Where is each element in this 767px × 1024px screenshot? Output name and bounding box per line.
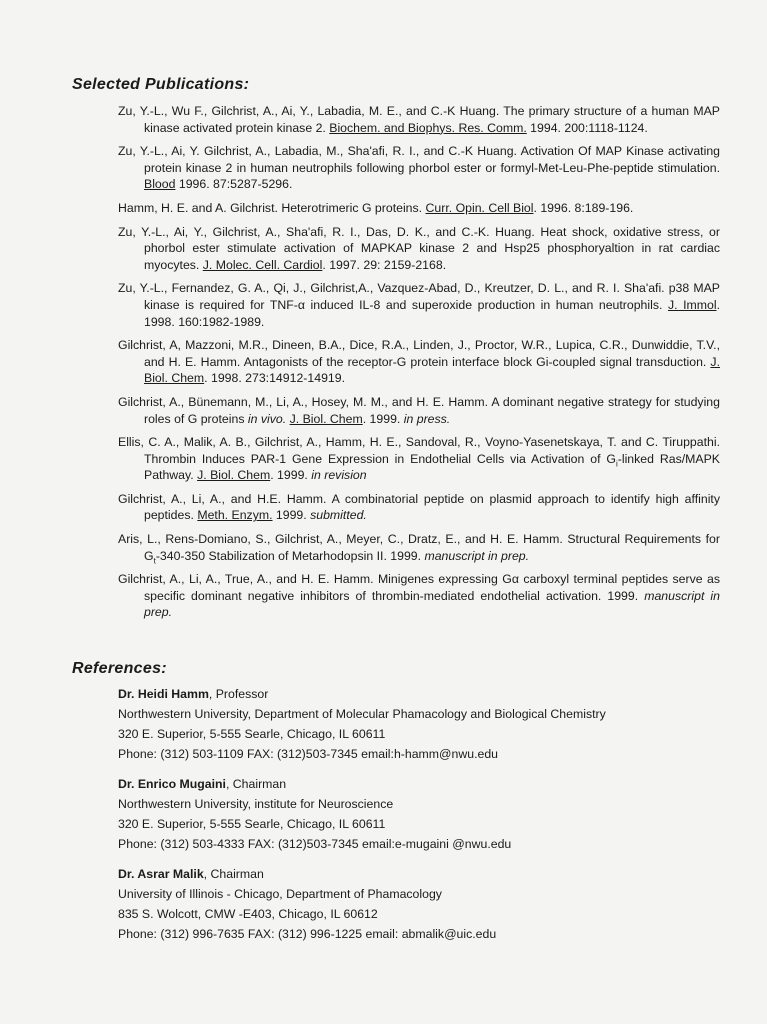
publication-item	[118, 394, 720, 427]
citation-text: Aris, L., Rens-Domiano, S., Gilchrist, A., Meyer, C., Dratz, E., and H. E. Hamm. Structural Requirements for G	[118, 532, 720, 563]
publications-heading: Selected Publications:	[72, 76, 250, 93]
citation-text: -linked Ras/MAPK Pathway.	[144, 451, 720, 483]
reference-address: 320 E. Superior, 5-555 Searle, Chicago, IL 60611	[118, 727, 386, 741]
citation-text: 1999.	[272, 508, 311, 523]
reference-entry	[118, 774, 678, 854]
citation-text: Zu, Y.-L., Ai, Y. Gilchrist, A., Labadia, M., Sha'afi, R. I., and C.-K Huang. Activation Of MAP Kinase activating protein kinase 2 in human neutrophils following phorbol ester or formyl-Met-Leu-Phe-peptide stimulation.	[118, 144, 720, 175]
publication-item	[118, 103, 720, 136]
reference-address: 835 S. Wolcott, CMW -E403, Chicago, IL 60612	[118, 907, 378, 921]
citation-text: . 1996. 8:189-196.	[533, 200, 634, 215]
journal-name: J. Biol. Chem	[144, 354, 720, 386]
publication-status: manuscript in prep.	[424, 548, 530, 563]
journal-name: Curr. Opin. Cell Biol	[425, 200, 534, 215]
reference-organization: Northwestern University, institute for Neuroscience	[118, 797, 394, 811]
publication-status: in revision	[311, 468, 367, 483]
citation-text: i	[615, 459, 618, 469]
reference-organization: Northwestern University, Department of Molecular Phamacology and Biological Chemistry	[118, 707, 606, 721]
citation-text: . 1999.	[270, 468, 312, 483]
citation-text: . 1997. 29: 2159-2168.	[322, 257, 447, 272]
citation-text: t	[153, 556, 156, 566]
reference-title: , Professor	[208, 687, 269, 701]
citation-text: Gilchrist, A., Li, A., True, A., and H. E. Hamm. Minigenes expressing Gα carboxyl terminal peptides serve as specific dominant negative inhibitors of thrombin-mediated endothelial activation. 1999.	[118, 572, 720, 603]
publication-item	[118, 337, 720, 387]
reference-title: , Chairman	[203, 867, 264, 881]
journal-name: J. Immol	[667, 297, 717, 312]
citation-text: -340-350 Stabilization of Metarhodopsin II. 1999.	[155, 548, 425, 563]
citation-text: Zu, Y.-L., Fernandez, G. A., Qi, J., Gilchrist,A., Vazquez-Abad, D., Kreutzer, D. L., and R. I. Sha'afi. p38 MAP kinase is required for TNF-α induced IL-8 and superoxide production in human neutrophils.	[118, 281, 720, 312]
publication-list	[118, 103, 720, 628]
reference-name: Dr. Heidi Hamm	[118, 687, 209, 701]
publication-item	[118, 491, 720, 524]
citation-text: Zu, Y.-L., Ai, Y., Gilchrist, A., Sha'afi, R. I., Das, D. K., and C.-K. Huang. Heat shock, oxidative stress, or phorbol ester stimulate activation of MAPKAP kinase 2 and Hsp25 phosphoryaltion in rat cardiac myocytes.	[118, 224, 720, 272]
reference-contact: Phone: (312) 503-4333 FAX: (312)503-7345 email:e-mugaini @nwu.edu	[118, 837, 512, 851]
citation-text: 1994. 200:1118-1124.	[526, 120, 648, 135]
reference-name-line	[118, 774, 678, 794]
reference-contact: Phone: (312) 996-7635 FAX: (312) 996-1225 email: abmalik@uic.edu	[118, 927, 497, 941]
journal-name: Meth. Enzym.	[197, 508, 273, 523]
reference-contact: Phone: (312) 503-1109 FAX: (312)503-7345 email:h-hamm@nwu.edu	[118, 747, 499, 761]
publication-item	[118, 571, 720, 621]
reference-name: Dr. Asrar Malik	[118, 867, 204, 881]
publication-status: submitted.	[310, 508, 367, 523]
citation-text: Zu, Y.-L., Wu F., Gilchrist, A., Ai, Y., Labadia, M. E., and C.-K Huang. The primary structure of a human MAP kinase activated protein kinase 2.	[118, 104, 720, 135]
publication-item	[118, 224, 720, 274]
journal-name: J. Biol. Chem	[197, 468, 271, 483]
journal-name: J. Biol. Chem	[289, 411, 363, 426]
citation-text: . 1998. 273:14912-14919.	[204, 371, 345, 386]
citation-text: Gilchrist, A., Bünemann, M., Li, A., Hosey, M. M., and H. E. Hamm. A dominant negative strategy for studying roles of G proteins	[118, 394, 720, 426]
reference-organization: University of Illinois - Chicago, Department of Phamacology	[118, 887, 442, 901]
journal-name: Biochem. and Biophys. Res. Comm.	[329, 120, 527, 135]
citation-text: 1996. 87:5287-5296.	[175, 177, 293, 192]
reference-title: , Chairman	[225, 777, 287, 791]
publication-item	[118, 143, 720, 193]
publication-item	[118, 200, 720, 217]
reference-entry	[118, 864, 678, 944]
reference-address: 320 E. Superior, 5-555 Searle, Chicago, IL 60611	[118, 817, 386, 831]
reference-name-line	[118, 864, 678, 884]
journal-name: Blood	[144, 177, 176, 192]
reference-entry	[118, 684, 678, 764]
citation-text: Ellis, C. A., Malik, A. B., Gilchrist, A., Hamm, H. E., Sandoval, R., Voyno-Yasenetskaya, T. and C. Tiruppathi. Thrombin Induces PAR-1 Gene Expression in Endothelial Cells via Activation of G	[118, 435, 720, 466]
citation-text: Gilchrist, A., Li, A., and H.E. Hamm. A combinatorial peptide on plasmid approach to identify high affinity peptides.	[118, 491, 720, 523]
reference-name: Dr. Enrico Mugaini	[118, 777, 226, 791]
publication-item	[118, 531, 720, 564]
publication-status: in vivo.	[247, 411, 287, 426]
citation-text: . 1999.	[362, 411, 404, 426]
publication-item	[118, 280, 720, 330]
citation-text: Gilchrist, A, Mazzoni, M.R., Dineen, B.A., Dice, R.A., Linden, J., Proctor, W.R., Lupica, C.R., Dunwiddie, T.V., and H. E. Hamm. Antagonists of the receptor-G protein interface block Gi-coupled signal transduction.	[118, 338, 720, 369]
reference-name-line	[118, 684, 678, 704]
citation-text: Hamm, H. E. and A. Gilchrist. Heterotrimeric G proteins.	[118, 200, 426, 215]
publication-status: in press.	[403, 411, 451, 426]
publication-item	[118, 434, 720, 484]
references-heading: References:	[72, 660, 167, 677]
publication-status: manuscript in prep.	[144, 588, 720, 620]
journal-name: J. Molec. Cell. Cardiol	[202, 257, 323, 272]
citation-text: . 1998. 160:1982-1989.	[144, 297, 720, 329]
